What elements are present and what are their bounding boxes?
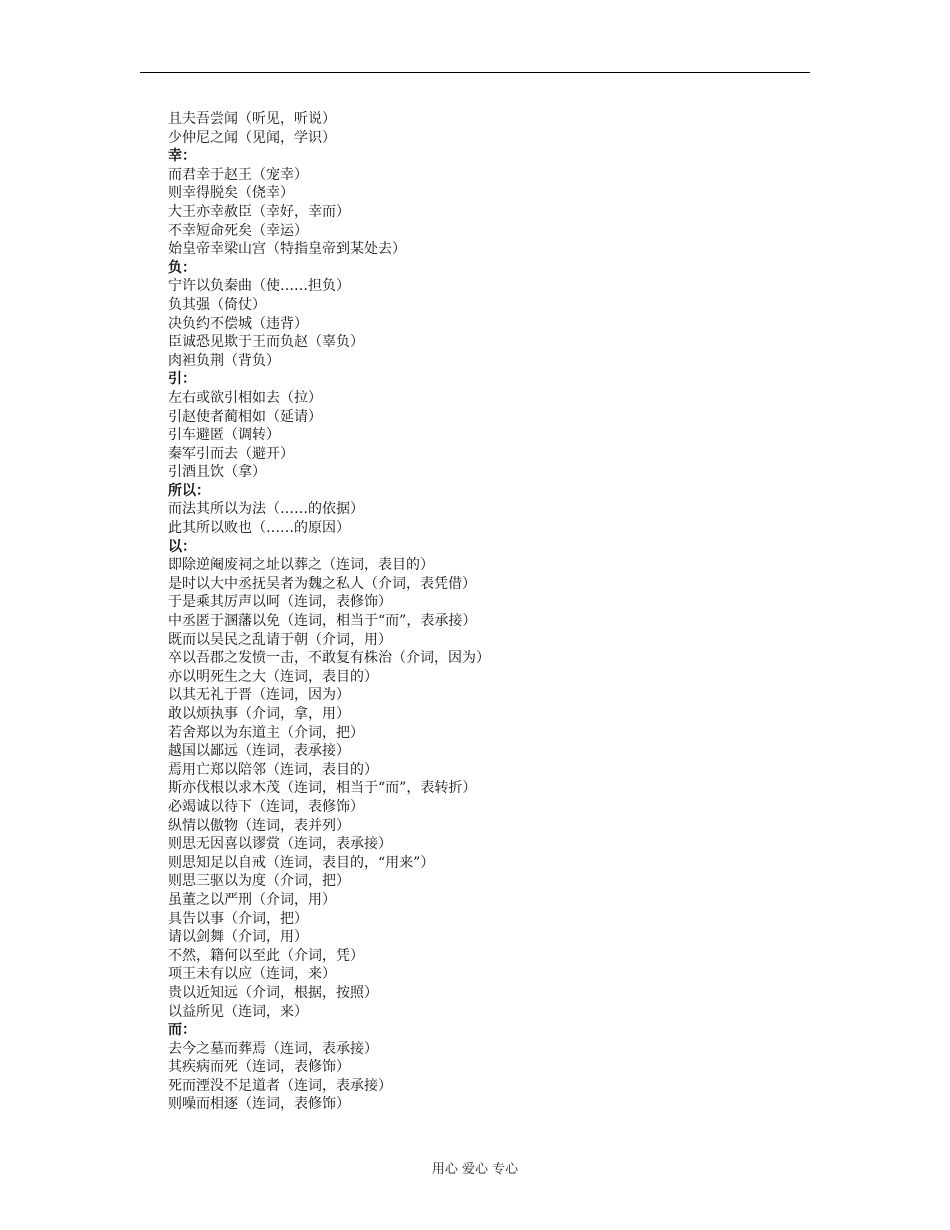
example-line: 去今之墓而葬焉（连词，表承接）: [168, 1040, 378, 1057]
section-heading: 以：: [168, 538, 196, 555]
section-heading: 引：: [168, 371, 196, 388]
section-heading: 所以：: [168, 482, 210, 499]
example-line: 此其所以败也（……的原因）: [168, 520, 350, 537]
example-line: 请以剑舞（介词，用）: [168, 929, 308, 946]
example-line: 斯亦伐根以求木茂（连词，相当于“而”，表转折）: [168, 780, 477, 797]
example-line: 秦军引而去（避开）: [168, 445, 294, 462]
section-heading: 而：: [168, 1022, 196, 1039]
example-line: 不然，籍何以至此（介词，凭）: [168, 947, 364, 964]
example-line: 左右或欲引相如去（拉）: [168, 389, 322, 406]
example-line: 是时以大中丞抚吴者为魏之私人（介词，表凭借）: [168, 575, 476, 592]
example-line: 且夫吾尝闻（听见，听说）: [168, 111, 336, 127]
example-line: 始皇帝幸梁山宫（特指皇帝到某处去）: [168, 241, 406, 258]
example-line: 敢以烦执事（介词，拿，用）: [168, 706, 350, 722]
example-line: 则幸得脱矣（侥幸）: [168, 185, 294, 202]
example-line: 决负约不偿城（违背）: [168, 315, 308, 332]
page-footer: 用心 爱心 专心: [431, 1162, 519, 1177]
example-line: 而君幸于赵王（宠幸）: [168, 166, 308, 183]
example-line: 则噪而相逐（连词，表修饰）: [168, 1096, 350, 1113]
example-line: 虽董之以严刑（介词，用）: [168, 891, 336, 908]
example-line: 则思无因喜以谬赏（连词，表承接）: [168, 836, 392, 853]
example-line: 以其无礼于晋（连词，因为）: [168, 687, 350, 704]
example-line: 项王未有以应（连词，来）: [168, 966, 336, 983]
example-line: 其疾病而死（连词，表修饰）: [168, 1059, 350, 1076]
example-line: 引车避匿（调转）: [168, 427, 280, 444]
example-line: 则思三驱以为度（介词，把）: [168, 873, 350, 890]
example-line: 卒以吾郡之发愤一击，不敢复有株治（介词，因为）: [168, 650, 490, 667]
example-line: 负其强（倚仗）: [168, 296, 266, 313]
example-line: 贵以近知远（介词，根据，按照）: [168, 984, 378, 1001]
example-line: 即除逆阉废祠之址以葬之（连词，表目的）: [168, 557, 434, 574]
example-line: 少仲尼之闻（见闻，学识）: [168, 129, 336, 146]
example-line: 大王亦幸赦臣（幸好，幸而）: [168, 203, 350, 220]
section-heading: 幸：: [168, 148, 196, 165]
example-line: 引赵使者蔺相如（延请）: [168, 408, 322, 425]
example-line: 肉袒负荆（背负）: [168, 352, 280, 369]
header-rule: [140, 72, 810, 73]
example-line: 必竭诚以待下（连词，表修饰）: [168, 798, 364, 815]
example-line: 而法其所以为法（……的依据）: [168, 501, 364, 518]
example-line: 则思知足以自戒（连词，表目的，“用来”）: [168, 854, 435, 871]
example-line: 具告以事（介词，把）: [168, 910, 308, 927]
example-line: 于是乘其厉声以呵（连词，表修饰）: [168, 594, 392, 611]
example-line: 以益所见（连词，来）: [168, 1003, 308, 1020]
example-line: 宁许以负秦曲（使……担负）: [168, 278, 350, 295]
example-line: 亦以明死生之大（连词，表目的）: [168, 668, 378, 685]
example-line: 臣诚恐见欺于王而负赵（辜负）: [168, 334, 364, 351]
example-line: 若舍郑以为东道主（介词，把）: [168, 724, 364, 741]
example-line: 纵情以傲物（连词，表并列）: [168, 817, 350, 834]
example-line: 越国以鄙远（连词，表承接）: [168, 743, 350, 760]
example-line: 死而湮没不足道者（连词，表承接）: [168, 1077, 392, 1094]
example-line: 焉用亡郑以陪邻（连词，表目的）: [168, 761, 378, 778]
example-line: 既而以吴民之乱请于朝（介词，用）: [168, 631, 392, 648]
document-body: [168, 110, 808, 1114]
example-line: 引酒且饮（拿）: [168, 464, 266, 481]
section-heading: 负：: [168, 259, 196, 276]
example-line: 不幸短命死矣（幸运）: [168, 222, 308, 239]
example-line: 中丞匿于溷藩以免（连词，相当于“而”，表承接）: [168, 613, 477, 630]
